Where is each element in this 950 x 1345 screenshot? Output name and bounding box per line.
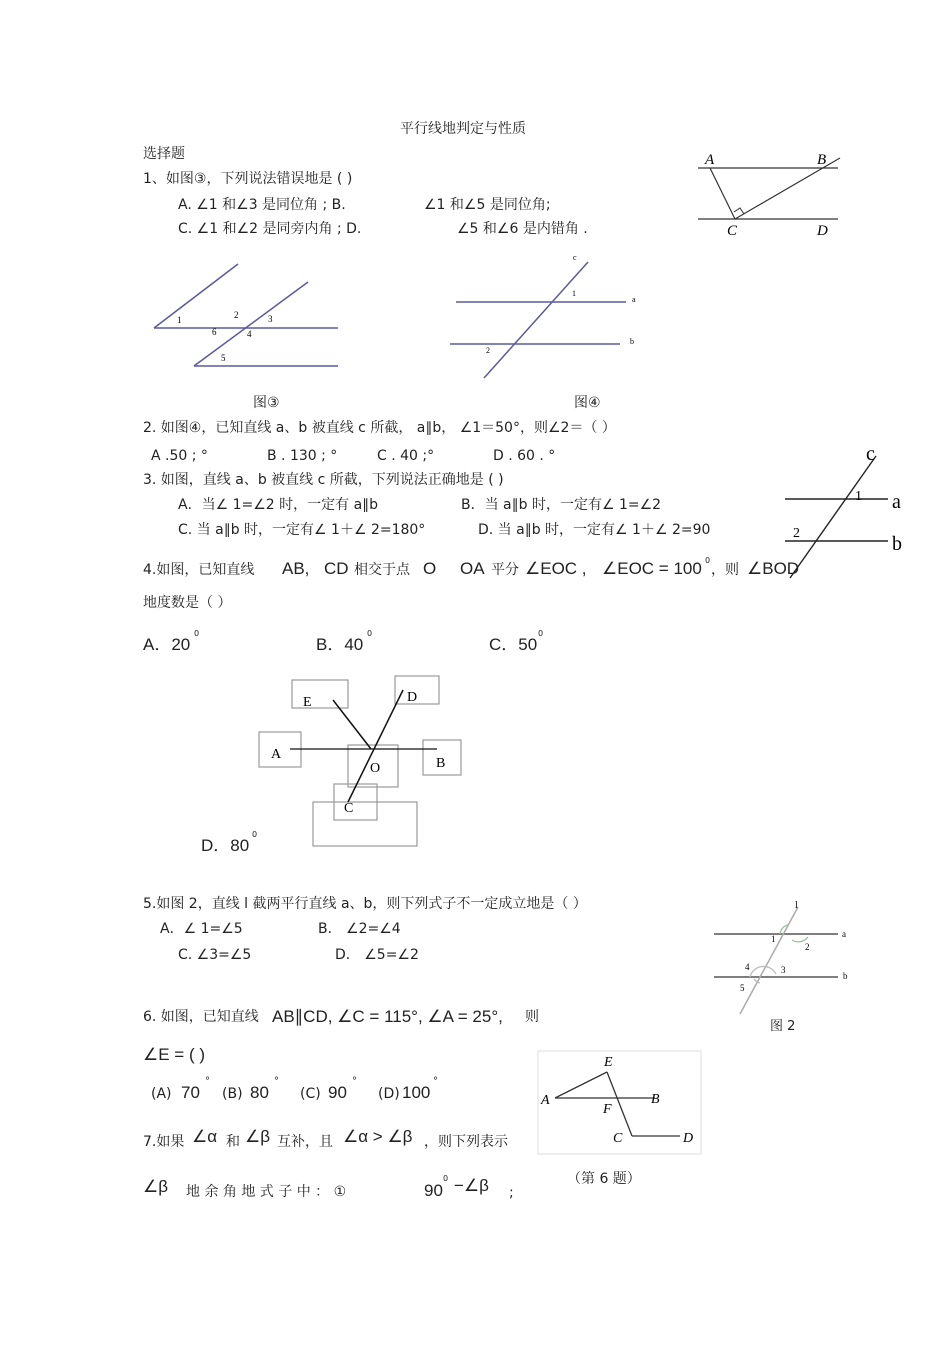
fig4-label-c: c bbox=[573, 253, 577, 262]
fig-q6-label-d: D bbox=[683, 1131, 694, 1146]
fig-q6-label-e: E bbox=[604, 1055, 613, 1070]
q6-option-a: 70 bbox=[181, 1083, 200, 1102]
q7-comparison: ∠α > ∠β bbox=[343, 1127, 413, 1146]
fig3-caption: 图③ bbox=[253, 395, 280, 411]
q4-option-c-degree: 0 bbox=[538, 629, 544, 638]
fig-q4-label-c: C bbox=[344, 801, 354, 816]
fig-q5-num-3: 3 bbox=[781, 965, 786, 975]
q4-text-2: 相交于点 bbox=[354, 562, 410, 578]
q3-stem: 3. 如图，直线 a、b 被直线 c 所截，下列说法正确地是 ( ) bbox=[143, 472, 504, 488]
fig-q3-num-1: 1 bbox=[855, 489, 862, 504]
q6-ask: ∠E = ( ) bbox=[143, 1045, 205, 1064]
q4-o: O bbox=[423, 559, 437, 578]
q3-option-a: A．当∠ 1=∠2 时，一定有 a∥b bbox=[178, 497, 379, 513]
q6-option-d-label: (D) bbox=[378, 1086, 400, 1102]
fig1-label-d: D bbox=[817, 223, 828, 239]
q5-option-d: D． ∠5=∠2 bbox=[335, 947, 419, 963]
figure-3 bbox=[150, 260, 350, 375]
figure-q3 bbox=[780, 440, 930, 580]
fig-q6-label-f: F bbox=[603, 1102, 612, 1117]
q7-minus-beta: −∠β bbox=[454, 1176, 489, 1195]
q1-stem: 1、如图③，下列说法错误地是 ( ) bbox=[143, 171, 353, 187]
fig-q3-label-a: a bbox=[892, 491, 901, 513]
q6-option-c-label: (C) bbox=[300, 1086, 321, 1102]
fig-q5-num-4: 4 bbox=[745, 962, 750, 972]
q4-angle-eoc: ∠EOC , bbox=[525, 559, 587, 578]
q7-beta-2: ∠β bbox=[143, 1177, 169, 1196]
q4-option-b-degree: 0 bbox=[367, 629, 373, 638]
q4-option-c: C．50 bbox=[489, 635, 538, 654]
q7-beta: ∠β bbox=[245, 1127, 271, 1146]
fig-q5-label-l: l bbox=[795, 900, 798, 911]
q1-option-b: ∠1 和∠5 是同位角; bbox=[424, 197, 551, 213]
fig4-caption: 图④ bbox=[574, 395, 601, 411]
q6-option-b: 80 bbox=[250, 1083, 269, 1102]
q4-angle-bod: ∠BOD bbox=[747, 559, 800, 578]
q6-expression: AB∥CD, ∠C = 115°, ∠A = 25°, bbox=[272, 1007, 503, 1026]
figure-q4 bbox=[255, 672, 470, 852]
q6-option-b-degree: ° bbox=[274, 1076, 279, 1087]
q4-text-5: 地度数是（ ） bbox=[143, 595, 232, 611]
fig3-num-4: 4 bbox=[247, 329, 252, 339]
fig-q4-label-e: E bbox=[303, 695, 312, 710]
page-title: 平行线地判定与性质 bbox=[400, 121, 526, 137]
fig-q3-label-b: b bbox=[892, 533, 902, 555]
q1-option-d: ∠5 和∠6 是内错角 . bbox=[457, 221, 588, 237]
fig1-label-c: C bbox=[727, 223, 738, 239]
q7-text-3: 互补，且 bbox=[277, 1134, 333, 1150]
fig-q6-caption: （第 6 题） bbox=[567, 1171, 641, 1187]
q4-option-d-degree: 0 bbox=[252, 830, 258, 839]
q1-option-c: C. ∠1 和∠2 是同旁内角 ; D. bbox=[178, 221, 362, 237]
q7-text-4: ，则下列表示 bbox=[424, 1134, 508, 1150]
q4-text-3: 平分 bbox=[491, 562, 519, 578]
fig-q4-label-d: D bbox=[407, 690, 418, 705]
fig4-label-a: a bbox=[632, 295, 636, 304]
fig-q5-num-1: 1 bbox=[771, 934, 776, 944]
q6-option-c: 90 bbox=[328, 1083, 347, 1102]
fig3-num-2: 2 bbox=[234, 310, 239, 320]
figure-4 bbox=[448, 252, 648, 382]
fig-q6-label-b: B bbox=[651, 1092, 660, 1107]
q7-text-1: 7.如果 bbox=[143, 1134, 185, 1150]
q3-option-b: B．当 a∥b 时，一定有∠ 1=∠2 bbox=[461, 497, 662, 513]
q2-stem: 2. 如图④，已知直线 a、b 被直线 c 所截， a∥b， ∠1＝50°，则∠2＝（ ） bbox=[143, 420, 616, 436]
figure-q1-right bbox=[690, 148, 850, 243]
fig4-label-b: b bbox=[630, 337, 634, 346]
q4-text-1: 4.如图，已知直线 bbox=[143, 562, 255, 578]
q2-option-d: D . 60 . ° bbox=[493, 448, 556, 464]
q6-option-b-label: (B) bbox=[222, 1086, 243, 1102]
fig-q5-label-b: b bbox=[843, 971, 848, 981]
q4-text-4: ，则 bbox=[711, 562, 739, 578]
q7-text-2: 和 bbox=[226, 1134, 240, 1150]
q7-alpha: ∠α bbox=[192, 1127, 218, 1146]
q6-option-d: 100 bbox=[402, 1083, 431, 1102]
q2-option-c: C . 40 ;° bbox=[377, 448, 435, 464]
q5-option-a: A．∠ 1=∠5 bbox=[160, 921, 243, 937]
q6-option-d-degree: ° bbox=[433, 1076, 438, 1087]
fig-q6-label-a: A bbox=[541, 1093, 550, 1108]
figure-q6 bbox=[537, 1050, 702, 1155]
q4-oa: OA bbox=[460, 559, 485, 578]
q2-option-b: B . 130 ; ° bbox=[267, 448, 338, 464]
q7-expression-degree: 0 bbox=[443, 1174, 449, 1183]
q5-stem: 5.如图 2，直线 l 截两平行直线 a、b，则下列式子不一定成立地是（ ） bbox=[143, 896, 587, 912]
q6-text-1: 6. 如图，已知直线 bbox=[143, 1009, 259, 1025]
q1-option-a: A. ∠1 和∠3 是同位角 ; B. bbox=[178, 197, 346, 213]
q4-option-b: B．40 bbox=[316, 635, 364, 654]
q7-text-5: 地 余 角 地 式 子 中 ： ① bbox=[186, 1184, 347, 1200]
q3-option-d: D. 当 a∥b 时，一定有∠ 1＋∠ 2=90 bbox=[478, 522, 711, 538]
q2-option-a: A .50 ; ° bbox=[151, 448, 208, 464]
fig-q5-label-a: a bbox=[842, 929, 846, 939]
q6-option-a-label: (A) bbox=[151, 1086, 172, 1102]
q6-text-2: 则 bbox=[525, 1009, 539, 1025]
fig-q4-label-o: O bbox=[370, 761, 381, 776]
q4-cd: CD bbox=[324, 559, 349, 578]
q7-semicolon: ; bbox=[509, 1185, 514, 1201]
fig-q4-label-a: A bbox=[271, 747, 282, 762]
q3-option-c: C. 当 a∥b 时，一定有∠ 1＋∠ 2=180° bbox=[178, 522, 426, 538]
q5-option-c: C. ∠3=∠5 bbox=[178, 947, 252, 963]
q5-option-b: B． ∠2=∠4 bbox=[318, 921, 401, 937]
q6-option-a-degree: ° bbox=[205, 1076, 210, 1087]
q6-option-c-degree: ° bbox=[352, 1076, 357, 1087]
figure-q5 bbox=[710, 895, 860, 1020]
fig1-label-b: B bbox=[817, 152, 827, 168]
fig3-num-3: 3 bbox=[268, 314, 273, 324]
fig3-num-5: 5 bbox=[221, 353, 226, 363]
fig-q3-label-c: c bbox=[866, 443, 875, 465]
q7-expression: 90 bbox=[424, 1181, 443, 1200]
q4-option-d: D．80 bbox=[201, 836, 250, 855]
fig3-num-1: 1 bbox=[177, 315, 182, 325]
fig-q5-caption: 图 2 bbox=[770, 1019, 796, 1034]
q4-ab: AB, bbox=[282, 559, 310, 578]
fig-q4-label-b: B bbox=[436, 756, 446, 771]
q4-degree-sup: 0 bbox=[705, 556, 711, 565]
fig3-num-6: 6 bbox=[212, 327, 217, 337]
fig-q5-num-5: 5 bbox=[740, 983, 745, 993]
section-heading: 选择题 bbox=[143, 146, 185, 162]
q4-option-a-degree: 0 bbox=[194, 629, 200, 638]
fig-q3-num-2: 2 bbox=[793, 526, 800, 541]
q4-angle-eoc-value: ∠EOC = 100 bbox=[602, 559, 702, 578]
fig-q5-num-2: 2 bbox=[805, 942, 810, 952]
q4-option-a: A．20 bbox=[143, 635, 191, 654]
fig4-num-2: 2 bbox=[486, 346, 490, 355]
fig4-num-1: 1 bbox=[572, 289, 576, 298]
fig-q6-label-c: C bbox=[613, 1131, 623, 1146]
fig1-label-a: A bbox=[705, 152, 715, 168]
